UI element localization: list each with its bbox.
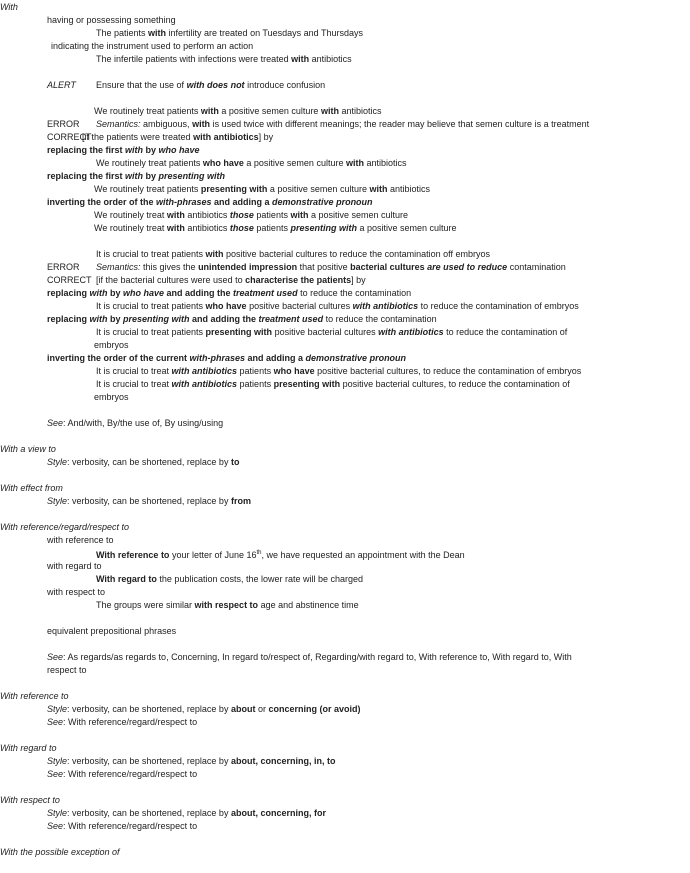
text-run — [90, 288, 108, 298]
correct-note-2 — [47, 275, 366, 286]
text-run: by — [107, 288, 124, 298]
text-run: ] by — [258, 132, 274, 142]
text-run: replacing the first — [47, 145, 126, 155]
fix-1-1 — [47, 145, 200, 156]
text-run — [90, 314, 108, 324]
text-run: Style — [47, 457, 68, 467]
fix-1-3 — [47, 197, 373, 208]
text-run — [259, 314, 324, 324]
text-run: about — [230, 704, 256, 714]
text-run: about, concerning, for — [230, 808, 326, 818]
text-run: ] by — [351, 275, 366, 285]
text-run: with — [345, 158, 364, 168]
text-run: with — [166, 223, 185, 233]
sense-2: indicating the instrument used to perform an action — [51, 41, 254, 51]
text-run — [159, 145, 200, 155]
text-run: , we have requested an appointment with the Dean — [261, 550, 465, 560]
text-run — [378, 327, 444, 337]
example-sentence-1 — [94, 106, 381, 117]
text-run: this gives the — [140, 262, 199, 272]
text-run: with — [290, 210, 309, 220]
text-run: ERROR — [47, 262, 80, 272]
text-run: a positive semen culture — [267, 184, 370, 194]
text-run: : With reference/regard/respect to — [63, 821, 198, 831]
fix-2-3-example-1 — [96, 366, 581, 377]
text-run: With regard to — [96, 574, 157, 584]
text-run: concerning (or avoid) — [268, 704, 361, 714]
text-run: antibiotics — [184, 210, 230, 220]
text-run: who have — [158, 145, 200, 155]
text-run: ERROR — [47, 119, 80, 129]
text-run — [156, 197, 212, 207]
text-run: Semantics: — [96, 262, 141, 272]
fix-2-1 — [47, 288, 411, 299]
headword-with-effect-from: With effect from — [0, 483, 63, 493]
text-run: by — [143, 145, 159, 155]
error-note-1 — [47, 119, 589, 130]
text-run: infertility are treated on Tuesdays and Thursdays — [166, 28, 363, 38]
equivalent-phrases-note: equivalent prepositional phrases — [47, 626, 177, 636]
text-run: ambiguous, — [140, 119, 193, 129]
fix-2-1-example — [96, 301, 579, 312]
text-run: It is crucial to treat — [96, 366, 172, 376]
text-run — [172, 379, 238, 389]
text-run: It is crucial to treat patients — [96, 327, 206, 337]
text-run: with antibiotics — [378, 327, 444, 337]
text-run: with — [89, 314, 108, 324]
text-run: [if the bacterial cultures were used to — [96, 275, 246, 285]
headword-with-a-view-to: With a view to — [0, 444, 56, 454]
text-run: replacing — [47, 314, 90, 324]
text-run: We routinely treat — [94, 223, 167, 233]
text-run: or — [255, 704, 269, 714]
fix-2-2 — [47, 314, 437, 325]
text-run: introduce confusion — [244, 80, 326, 90]
style-note-with-respect-to — [47, 808, 326, 819]
text-run: contamination — [507, 262, 566, 272]
text-run: CORRECT — [47, 132, 92, 142]
text-run — [125, 145, 143, 155]
text-run: with respect to — [194, 600, 259, 610]
text-run: age and abstinence time — [258, 600, 359, 610]
sub-entry-with-reference-to: with reference to — [47, 535, 114, 545]
headword-with-regard-to: With regard to — [0, 743, 57, 753]
text-run: about, concerning, in, to — [230, 756, 336, 766]
example-sentence-2 — [96, 249, 490, 260]
text-run: that positive — [297, 262, 351, 272]
text-run: It is crucial to treat patients — [96, 301, 206, 311]
see-also-with-respect-to — [47, 821, 197, 832]
text-run — [123, 314, 190, 324]
text-run: presenting with — [205, 327, 273, 337]
text-run: See — [47, 769, 64, 779]
text-run: with-phrases — [189, 353, 246, 363]
alert-note — [47, 80, 325, 91]
text-run: : With reference/regard/respect to — [63, 717, 198, 727]
text-run: by — [107, 314, 124, 324]
text-run: : verbosity, can be shortened, replace by — [67, 496, 231, 506]
text-run: See — [47, 821, 64, 831]
text-run: with — [89, 288, 108, 298]
headword-with-respect-to: With respect to — [0, 795, 60, 805]
fix-2-2-example-continued: embryos — [94, 340, 129, 350]
text-run: bacterial cultures — [350, 262, 425, 272]
text-run: antibiotics — [363, 158, 407, 168]
see-also-continued: respect to — [47, 665, 87, 675]
text-run: positive bacterial cultures, to reduce the contamination of embryos — [314, 366, 582, 376]
text-run: The infertile patients with infections were treated — [96, 54, 292, 64]
text-run: presenting with — [273, 379, 341, 389]
text-run: with — [125, 145, 144, 155]
headword-with-the-possible-exception-of: With the possible exception of — [0, 847, 120, 857]
text-run: : verbosity, can be shortened, replace by — [67, 457, 231, 467]
fix-2-3-example-2-continued: embryos — [94, 392, 129, 402]
text-run: With reference to — [96, 550, 170, 560]
text-run: a positive semen culture — [218, 106, 321, 116]
text-run: See — [47, 418, 64, 428]
text-run: patients — [237, 379, 274, 389]
text-run — [306, 353, 407, 363]
see-also-with-reference-to — [47, 717, 197, 728]
text-run: unintended impression — [198, 262, 298, 272]
fix-1-1-example — [96, 158, 407, 169]
text-run: See — [47, 717, 64, 727]
headword-with-reference-to: With reference to — [0, 691, 69, 701]
text-run: antibiotics — [338, 106, 382, 116]
text-run: who have — [273, 366, 315, 376]
text-run — [233, 288, 298, 298]
text-run: : With reference/regard/respect to — [63, 769, 198, 779]
text-run: CORRECT — [47, 275, 92, 285]
text-run: positive bacterial cultures, to reduce the contamination of — [340, 379, 570, 389]
sense-1-example — [96, 28, 363, 39]
text-run: those — [229, 210, 254, 220]
text-run: and adding the — [189, 314, 259, 324]
text-run: We routinely treat patients — [94, 184, 201, 194]
text-run: positive bacterial cultures — [272, 327, 379, 337]
text-run: with antibiotics — [171, 379, 238, 389]
text-run: with — [166, 210, 185, 220]
text-run — [172, 366, 238, 376]
sense-2-example — [96, 54, 352, 65]
correct-note-1 — [47, 132, 273, 143]
text-run: your letter of June 16 — [169, 550, 257, 560]
text-run: to reduce the contamination — [297, 288, 412, 298]
fix-1-2-example — [94, 184, 430, 195]
text-run: to reduce the contamination of — [443, 327, 568, 337]
text-run: and adding a — [211, 197, 273, 207]
text-run: : And/with, By/the use of, By using/using — [63, 418, 224, 428]
text-run: demonstrative pronoun — [272, 197, 373, 207]
text-run: Style — [47, 704, 68, 714]
text-run: to reduce the contamination — [323, 314, 437, 324]
fix-2-3 — [47, 353, 406, 364]
text-run: patients — [237, 366, 274, 376]
text-run: presenting with — [200, 184, 268, 194]
text-run: a positive semen culture — [356, 223, 457, 233]
sub-entry-with-reference-to-example — [96, 548, 465, 561]
text-run — [123, 288, 164, 298]
text-run: antibiotics — [184, 223, 230, 233]
text-run: is used twice with different meanings; the reader may believe that semen culture is a treatment — [210, 119, 590, 129]
text-run: who have — [123, 288, 165, 298]
text-run: a positive semen culture — [243, 158, 346, 168]
text-run: demonstrative pronoun — [305, 353, 407, 363]
text-run: We routinely treat patients — [96, 158, 203, 168]
text-run — [159, 171, 226, 181]
text-run: patients — [253, 210, 291, 220]
text-run: Style — [47, 756, 68, 766]
text-run: We routinely treat — [94, 210, 167, 220]
style-note-with-regard-to — [47, 756, 335, 767]
text-run — [230, 223, 254, 233]
text-run: presenting with — [158, 171, 226, 181]
text-run: with — [320, 106, 339, 116]
text-run: positive bacterial cultures to reduce the contamination off embryos — [223, 249, 491, 259]
text-run: antibiotics — [387, 184, 430, 194]
text-run: Style — [47, 496, 68, 506]
text-run: : verbosity, can be shortened, replace by — [67, 808, 231, 818]
text-run: characterise the patients — [245, 275, 352, 285]
text-run: ALERT — [47, 80, 76, 90]
text-run: Semantics: — [96, 119, 141, 129]
text-run: Style — [47, 808, 68, 818]
text-run: with — [148, 28, 167, 38]
text-run: and adding a — [245, 353, 306, 363]
fix-2-3-example-2 — [96, 379, 570, 390]
headword-with-reference-regard-respect-to: With reference/regard/respect to — [0, 522, 129, 532]
text-run: from — [230, 496, 251, 506]
style-note-with-a-view-to — [47, 457, 239, 468]
text-run: with antibiotics — [171, 366, 238, 376]
text-run: positive bacterial cultures — [246, 301, 353, 311]
text-run: : verbosity, can be shortened, replace by — [67, 704, 231, 714]
text-run: and adding the — [164, 288, 234, 298]
text-run: by — [143, 171, 159, 181]
text-run: are used to reduce — [427, 262, 508, 272]
fix-1-3-example-2 — [94, 223, 457, 234]
text-run: The groups were similar — [96, 600, 195, 610]
text-run: with-phrases — [156, 197, 212, 207]
text-run: with — [192, 119, 211, 129]
text-run: It is crucial to treat patients — [96, 249, 206, 259]
fix-1-3-example-1 — [94, 210, 408, 221]
text-run: It is crucial to treat — [96, 379, 172, 389]
text-run — [125, 171, 143, 181]
text-run — [187, 80, 245, 90]
text-run — [190, 353, 246, 363]
text-run: the publication costs, the lower rate will be charged — [156, 574, 364, 584]
text-run: with — [369, 184, 388, 194]
headword-with: With — [0, 2, 18, 12]
text-run: We routinely treat patients — [94, 106, 201, 116]
text-run: with does not — [186, 80, 245, 90]
text-run: replacing the first — [47, 171, 126, 181]
text-run: those — [229, 223, 254, 233]
sense-1: having or possessing something — [47, 15, 176, 25]
text-run: a positive semen culture — [308, 210, 409, 220]
error-note-2 — [47, 262, 566, 273]
text-run: who have — [202, 158, 244, 168]
text-run — [353, 301, 419, 311]
text-run: presenting with — [290, 223, 357, 233]
text-run: patients — [253, 223, 291, 233]
text-run — [230, 210, 254, 220]
text-run: with — [125, 171, 144, 181]
see-also-with-regard-to — [47, 769, 197, 780]
text-run: with — [200, 106, 219, 116]
text-run: inverting the order of the current — [47, 353, 190, 363]
text-run: replacing — [47, 288, 90, 298]
text-run — [290, 223, 357, 233]
text-run — [427, 262, 507, 272]
text-run: presenting with — [123, 314, 190, 324]
fix-2-2-example — [96, 327, 567, 338]
style-note-with-effect-from — [47, 496, 251, 507]
text-run: th — [256, 550, 262, 556]
text-run: with antibiotics — [352, 301, 419, 311]
text-run: The patients — [96, 28, 149, 38]
text-run: to reduce the contamination of embryos — [418, 301, 579, 311]
text-run: : verbosity, can be shortened, replace by — [67, 756, 231, 766]
text-run: with — [205, 249, 224, 259]
text-run: : As regards/as regards to, Concerning, In regard to/respect of, Regarding/with regard to, With reference to, With regard to, With — [63, 652, 572, 662]
text-run: who have — [205, 301, 247, 311]
text-run: Ensure that the use of — [96, 80, 187, 90]
sub-entry-with-regard-to: with regard to — [47, 561, 102, 571]
text-run: treatment used — [258, 314, 324, 324]
text-run: antibiotics — [309, 54, 352, 64]
text-run: with antibiotics — [193, 132, 259, 142]
sub-entry-with-respect-to: with respect to — [47, 587, 106, 597]
text-run: inverting the order of the — [47, 197, 157, 207]
see-also-with — [47, 418, 223, 429]
style-note-with-reference-to — [47, 704, 360, 715]
fix-1-2 — [47, 171, 225, 182]
text-run: [if the patients were treated — [82, 132, 194, 142]
see-also-with-reference-regard-respect — [47, 652, 572, 663]
text-run — [272, 197, 373, 207]
text-run: with — [291, 54, 310, 64]
sub-entry-with-regard-to-example — [96, 574, 363, 585]
text-run: to — [230, 457, 240, 467]
sub-entry-with-respect-to-example — [96, 600, 359, 611]
text-run: See — [47, 652, 64, 662]
text-run: treatment used — [233, 288, 298, 298]
